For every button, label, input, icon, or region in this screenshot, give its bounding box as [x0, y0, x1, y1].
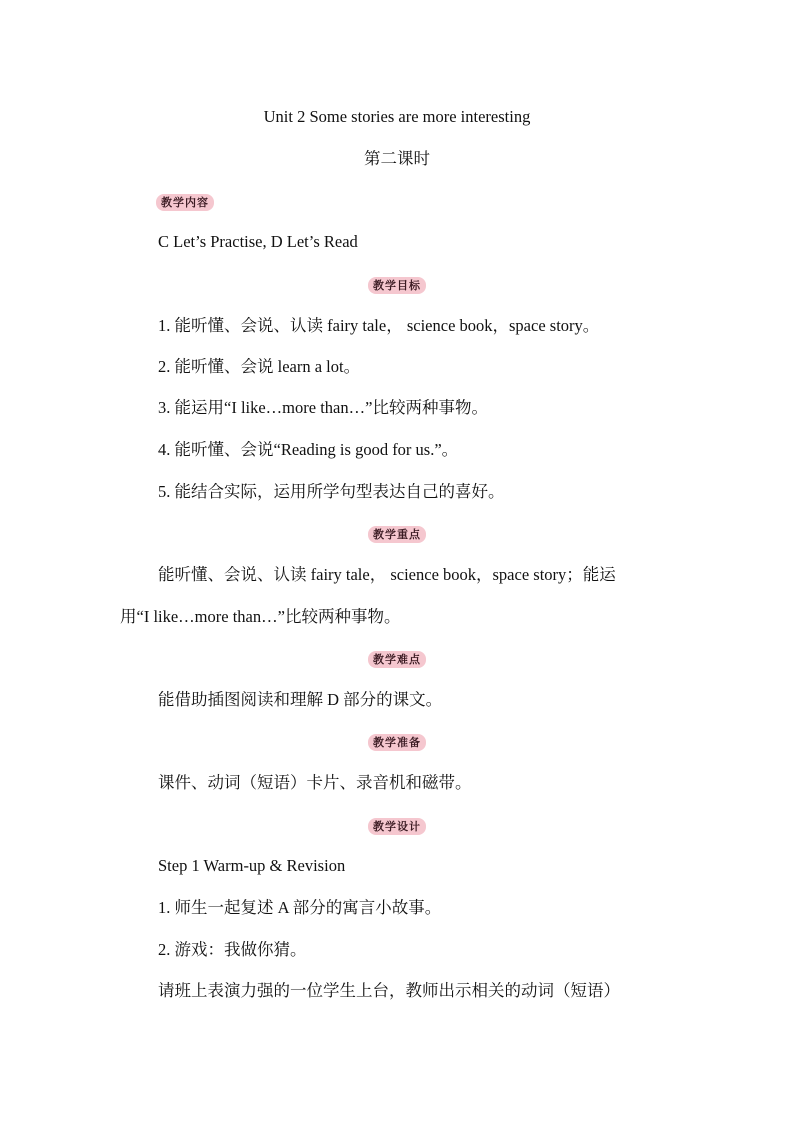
key-points-line-1: 能听懂、会说、认读 fairy tale， science book，space story；能运 [158, 565, 616, 584]
difficulties-text: 能借助插图阅读和理解 D 部分的课文。 [158, 690, 443, 709]
objective-item: 4. 能听懂、会说“Reading is good for us.”。 [158, 440, 459, 459]
objective-item: 5. 能结合实际，运用所学句型表达自己的喜好。 [158, 482, 505, 501]
section-heading-key-points [0, 525, 794, 545]
design-item: 1. 师生一起复述 A 部分的寓言小故事。 [158, 898, 442, 917]
heading-badge: 教学准备 [368, 734, 426, 751]
design-paragraph: 请班上表演力强的一位学生上台，教师出示相关的动词（短语） [158, 981, 620, 1000]
design-item: 2. 游戏：我做你猜。 [158, 940, 307, 959]
heading-badge: 教学重点 [368, 526, 426, 543]
section-heading-difficulties [0, 650, 794, 670]
design-step-title: Step 1 Warm-up & Revision [158, 856, 346, 875]
preparation-text: 课件、动词（短语）卡片、录音机和磁带。 [158, 773, 472, 792]
page-title: Unit 2 Some stories are more interesting [263, 107, 531, 126]
heading-badge: 教学难点 [368, 651, 426, 668]
objective-item: 1. 能听懂、会说、认读 fairy tale， science book，space story。 [158, 316, 600, 335]
objective-item: 3. 能运用“I like…more than…”比较两种事物。 [158, 398, 488, 417]
section-heading-preparation [0, 733, 794, 753]
heading-badge: 教学设计 [368, 818, 426, 835]
heading-badge: 教学内容 [156, 194, 214, 211]
page-subtitle: 第二课时 [364, 149, 430, 168]
heading-badge: 教学目标 [368, 277, 426, 294]
section-heading-objectives [0, 276, 794, 296]
section-heading-content [156, 193, 214, 213]
section-heading-design [0, 817, 794, 837]
content-text: C Let’s Practise, D Let’s Read [158, 232, 358, 251]
objective-item: 2. 能听懂、会说 learn a lot。 [158, 357, 361, 376]
key-points-line-2: 用“I like…more than…”比较两种事物。 [120, 607, 401, 626]
